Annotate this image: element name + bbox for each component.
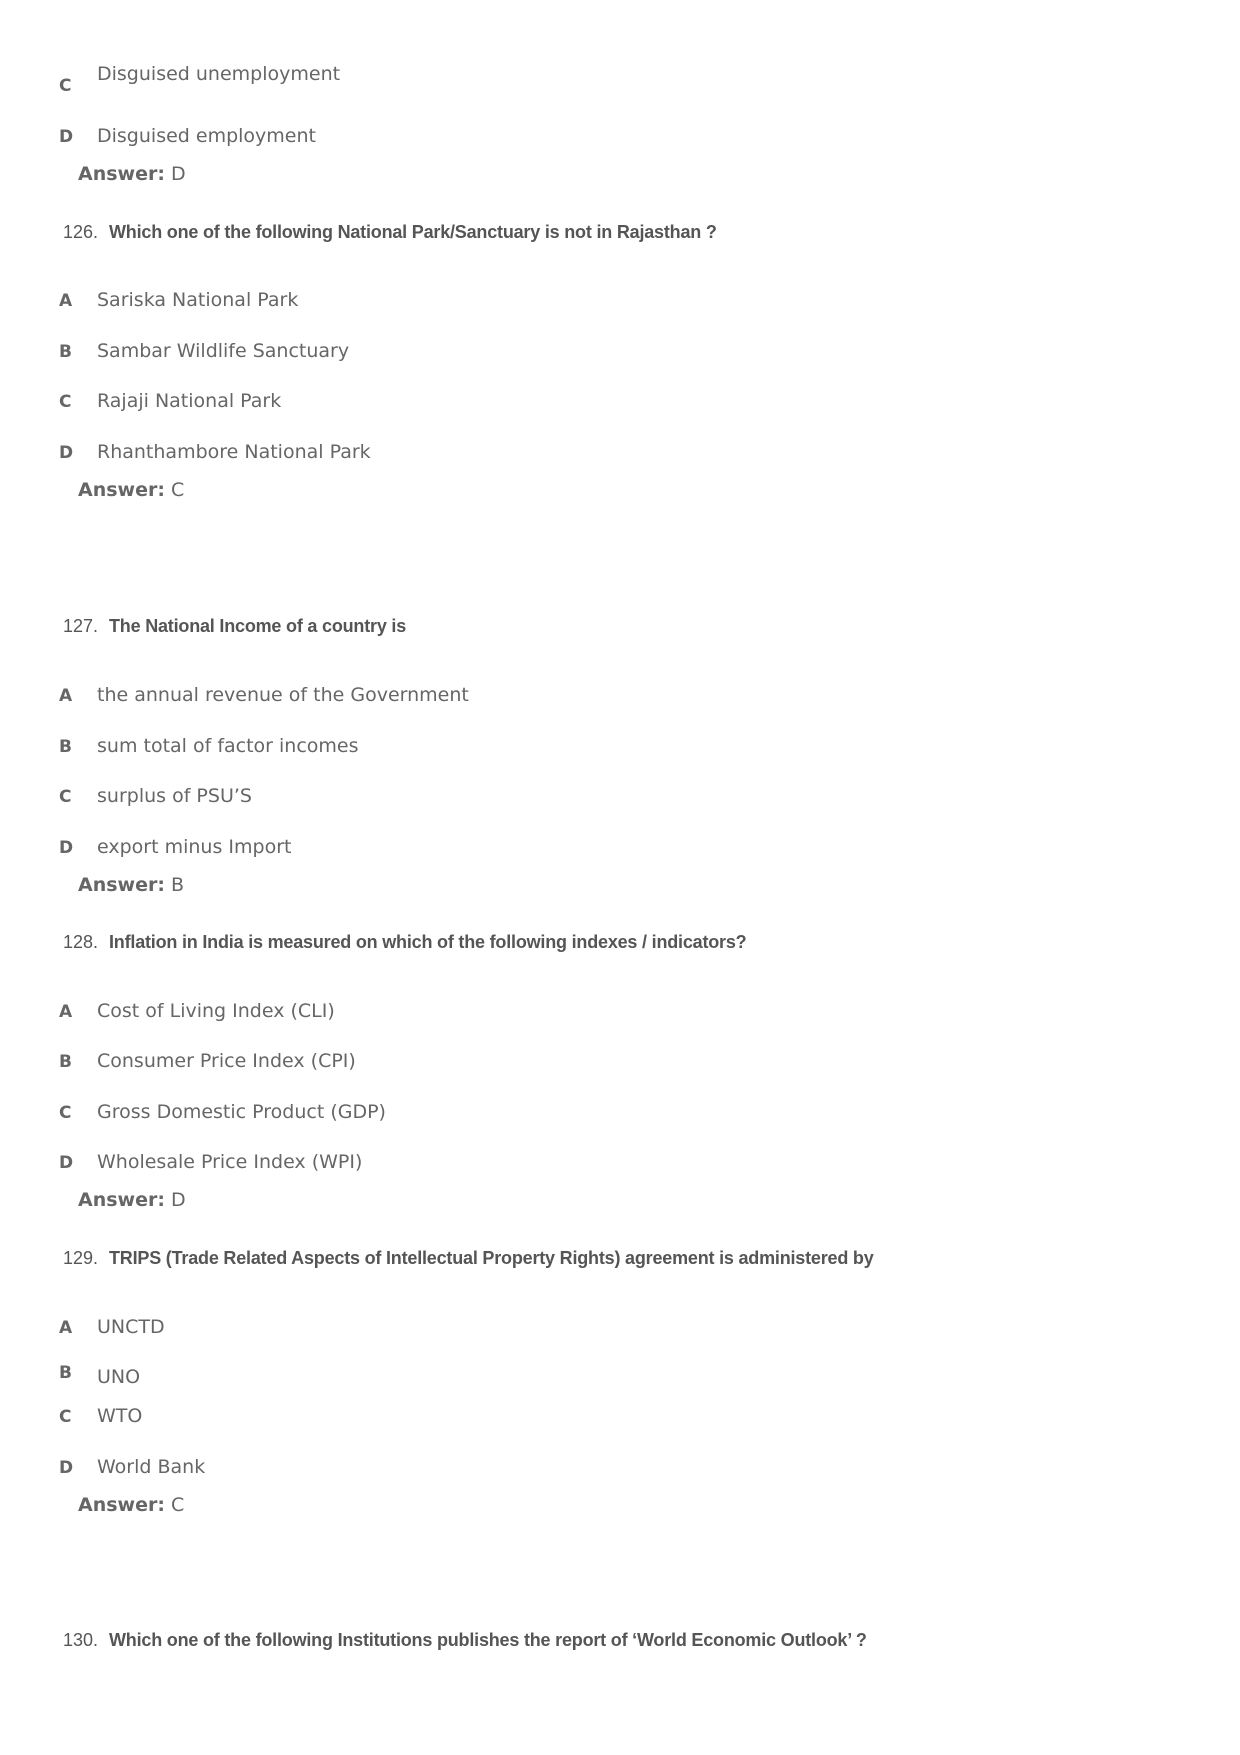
question-number: 129. <box>63 1248 99 1268</box>
option-text: Rajaji National Park <box>97 390 282 412</box>
answer-label: Answer: <box>78 1494 165 1516</box>
option-letter: C <box>59 1103 72 1123</box>
option-letter: A <box>59 1002 73 1022</box>
option-letter: B <box>59 342 72 362</box>
question-text: Which one of the following Institutions publishes the report of ‘World Economic Outlook’ ? <box>109 1630 867 1650</box>
option-text: Disguised unemployment <box>97 63 341 85</box>
option-text: Consumer Price Index (CPI) <box>97 1050 356 1072</box>
answer-line <box>78 1494 184 1516</box>
option-text: WTO <box>97 1405 143 1427</box>
answer-label: Answer: <box>78 479 165 501</box>
option-text: Gross Domestic Product (GDP) <box>97 1101 386 1123</box>
option-letter: B <box>59 1052 72 1072</box>
option-letter: B <box>59 1363 72 1383</box>
answer-value: D <box>171 163 186 185</box>
answer-line <box>78 163 186 185</box>
option-letter: A <box>59 291 73 311</box>
answer-line <box>78 479 184 501</box>
option-text: export minus Import <box>97 836 292 858</box>
option-letter: D <box>59 127 74 147</box>
option-text: Sariska National Park <box>97 289 299 311</box>
option-text: surplus of PSU’S <box>97 785 252 807</box>
option-text: UNO <box>97 1366 141 1388</box>
answer-label: Answer: <box>78 1189 165 1211</box>
answer-value: C <box>171 1494 185 1516</box>
question-text: Inflation in India is measured on which of the following indexes / indicators? <box>109 932 747 952</box>
option-letter: B <box>59 737 72 757</box>
answer-label: Answer: <box>78 163 165 185</box>
option-text: Rhanthambore National Park <box>97 441 371 463</box>
option-letter: D <box>59 443 74 463</box>
answer-label: Answer: <box>78 874 165 896</box>
question-text: The National Income of a country is <box>109 616 407 636</box>
option-letter: C <box>59 76 72 96</box>
option-text: UNCTD <box>97 1316 165 1338</box>
question-number: 126. <box>63 222 99 242</box>
answer-value: B <box>171 874 185 896</box>
option-letter: A <box>59 686 73 706</box>
option-letter: C <box>59 1407 72 1427</box>
question-text: TRIPS (Trade Related Aspects of Intellectual Property Rights) agreement is administered by <box>109 1248 874 1268</box>
option-text: Disguised employment <box>97 125 316 147</box>
answer-line <box>78 1189 186 1211</box>
question-text: Which one of the following National Park/Sanctuary is not in Rajasthan ? <box>109 222 717 242</box>
answer-line <box>78 874 184 896</box>
option-text: the annual revenue of the Government <box>97 684 469 706</box>
option-letter: C <box>59 787 72 807</box>
option-letter: D <box>59 1458 74 1478</box>
option-text: Sambar Wildlife Sanctuary <box>97 340 350 362</box>
option-letter: C <box>59 392 72 412</box>
option-text: sum total of factor incomes <box>97 735 359 757</box>
option-text: Cost of Living Index (CLI) <box>97 1000 335 1022</box>
option-text: World Bank <box>97 1456 206 1478</box>
option-letter: D <box>59 1153 74 1173</box>
option-letter: D <box>59 838 74 858</box>
answer-value: D <box>171 1189 186 1211</box>
question-number: 127. <box>63 616 99 636</box>
question-number: 130. <box>63 1630 99 1650</box>
option-letter: A <box>59 1318 73 1338</box>
option-text: Wholesale Price Index (WPI) <box>97 1151 363 1173</box>
question-number: 128. <box>63 932 99 952</box>
answer-value: C <box>171 479 185 501</box>
